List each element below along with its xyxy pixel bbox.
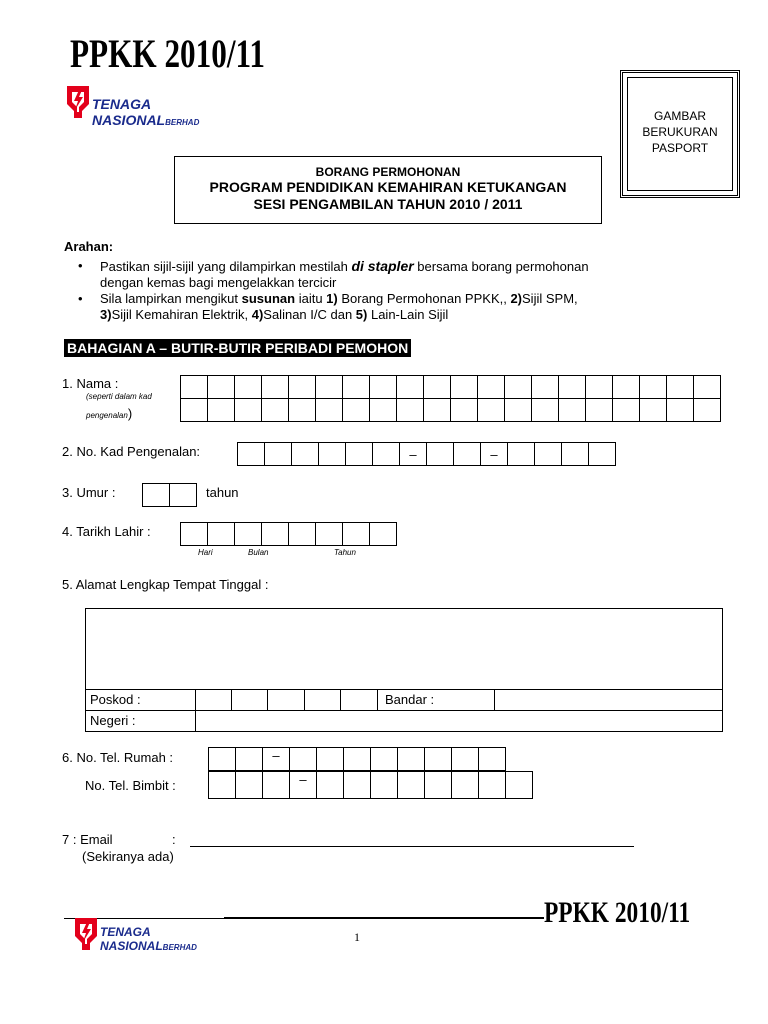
page-number: 1	[354, 930, 360, 944]
title-line2: PROGRAM PENDIDIKAN KEMAHIRAN KETUKANGAN	[209, 179, 567, 195]
instruction-item: • Sila lampirkan mengikut susunan iaitu 1) Borang Permohonan PPKK,, 2)Sijil SPM, 3)Sijil Kemahiran Elektrik, 4)Salinan I/C dan 5) Lain-Lain Sijil	[64, 291, 704, 323]
name-note-2: pengenalan)	[86, 406, 133, 421]
name-grid[interactable]	[180, 375, 721, 422]
tnb-logo-icon	[64, 84, 92, 120]
title-line3: SESI PENGAMBILAN TAHUN 2010 / 2011	[253, 196, 523, 212]
name-label: 1. Nama :	[62, 376, 119, 391]
mobile-phone-grid[interactable]: –	[208, 771, 533, 799]
footer-form-code: PPKK 2010/11	[544, 896, 691, 929]
address-label: 5. Alamat Lengkap Tempat Tinggal :	[62, 577, 269, 592]
age-unit: tahun	[206, 485, 239, 500]
dob-month-note: Bulan	[248, 548, 269, 557]
form-code: PPKK 2010/11	[70, 31, 265, 76]
ic-label: 2. No. Kad Pengenalan:	[62, 444, 201, 459]
dob-label: 4. Tarikh Lahir :	[62, 524, 151, 539]
age-grid[interactable]	[142, 483, 197, 507]
mobile-phone-label: No. Tel. Bimbit :	[85, 778, 176, 793]
form-title-box	[174, 156, 602, 224]
home-phone-label: 6. No. Tel. Rumah :	[62, 750, 174, 765]
postcode-row	[85, 689, 723, 711]
email-note: (Sekiranya ada)	[82, 849, 174, 864]
instructions-list	[64, 258, 704, 323]
instructions-heading: Arahan:	[64, 239, 114, 254]
dob-day-note: Hari	[198, 548, 213, 557]
state-label: Negeri :	[90, 713, 136, 728]
instruction-item: • Pastikan sijil-sijil yang dilampirkan mestilah di stapler bersama borang permohonan dengan kemas bagi mengelakkan tercicir	[64, 258, 704, 291]
tnb-logo-text: TENAGA NASIONALBERHAD	[92, 96, 200, 128]
state-row	[85, 710, 723, 732]
home-phone-grid[interactable]: –	[208, 747, 506, 771]
section-a-title: BAHAGIAN A – BUTIR-BUTIR PERIBADI PEMOHON	[64, 339, 411, 357]
address-box[interactable]	[85, 608, 723, 690]
email-colon: :	[172, 832, 176, 847]
footer-tnb-logo-icon	[72, 916, 100, 952]
city-label: Bandar :	[385, 692, 435, 707]
postcode-label: Poskod :	[90, 692, 141, 707]
age-label: 3. Umur :	[62, 485, 116, 500]
title-line1: BORANG PERMOHONAN	[315, 165, 461, 179]
name-note-1: (seperti dalam kad	[86, 392, 152, 401]
ic-number-grid[interactable]: – –	[237, 442, 616, 466]
tnb-logo	[64, 84, 92, 125]
footer-tnb-logo	[72, 916, 100, 957]
email-input-line[interactable]	[190, 846, 634, 847]
footer-tnb-logo-text: TENAGA NASIONALBERHAD	[100, 925, 197, 953]
passport-photo-box: GAMBAR BERUKURAN PASPORT	[620, 70, 740, 198]
dob-year-note: Tahun	[334, 548, 356, 557]
email-label: 7 : Email	[62, 832, 113, 847]
dob-grid[interactable]	[180, 522, 397, 546]
